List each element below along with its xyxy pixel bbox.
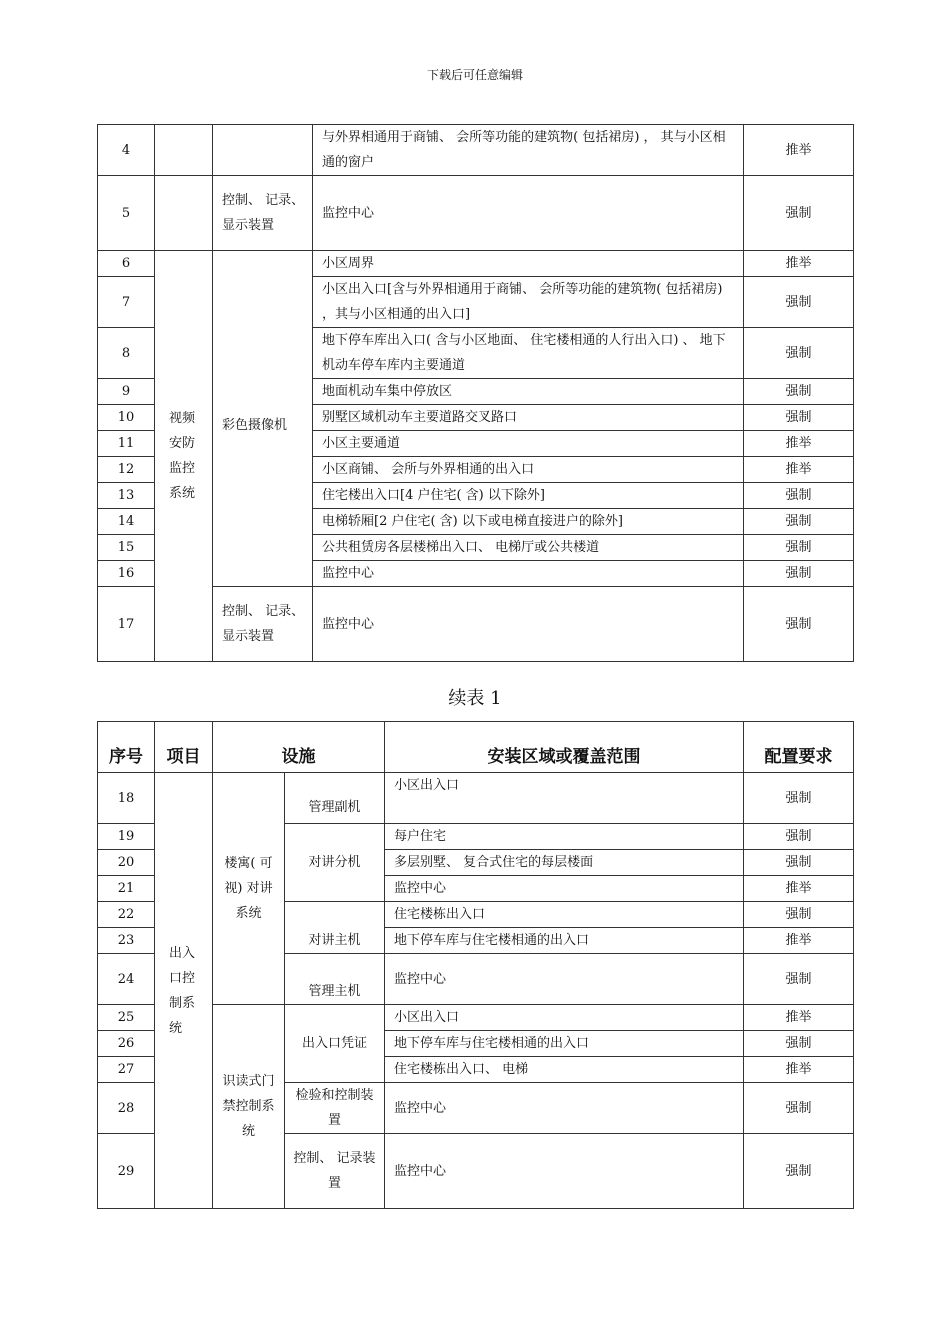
row-number: 10 xyxy=(98,405,155,431)
area-cell: 监控中心 xyxy=(313,587,744,662)
facility-cell: 检验和控制装置 xyxy=(285,1083,385,1134)
area-cell: 地面机动车集中停放区 xyxy=(313,379,744,405)
area-cell: 地下停车库出入口( 含与小区地面、 住宅楼相通的人行出入口) 、 地下机动车停车库内主要通道 xyxy=(313,328,744,379)
row-number: 6 xyxy=(98,251,155,277)
facility-cell: 控制、 记录、 显示装置 xyxy=(213,176,313,251)
area-cell: 与外界相通用于商铺、 会所等功能的建筑物( 包括裙房) ， 其与小区相通的窗户 xyxy=(313,125,744,176)
area-cell: 监控中心 xyxy=(385,876,744,902)
item-cell: 出入口控制系统 xyxy=(155,773,213,1209)
table-header-row xyxy=(98,722,854,773)
row-number: 26 xyxy=(98,1031,155,1057)
row-number: 12 xyxy=(98,457,155,483)
requirement-cell: 推举 xyxy=(744,1057,854,1083)
area-cell: 小区出入口 xyxy=(385,1005,744,1031)
requirement-cell: 强制 xyxy=(744,176,854,251)
page-header: 下载后可任意编辑 xyxy=(426,68,523,82)
row-number: 23 xyxy=(98,928,155,954)
camera-label: 彩色摄像机 xyxy=(222,418,288,433)
row-number: 21 xyxy=(98,876,155,902)
requirement-cell: 强制 xyxy=(744,1031,854,1057)
requirement-cell: 强制 xyxy=(744,1083,854,1134)
requirement-cell: 强制 xyxy=(744,277,854,328)
area-cell: 别墅区域机动车主要道路交叉路口 xyxy=(313,405,744,431)
requirement-cell: 强制 xyxy=(744,587,854,662)
area-cell: 住宅楼出入口[4 户住宅( 含) 以下除外] xyxy=(313,483,744,509)
requirement-cell: 强制 xyxy=(744,902,854,928)
requirement-cell: 强制 xyxy=(744,773,854,824)
project-cell xyxy=(155,176,213,251)
table-caption: 续表 1 xyxy=(448,688,502,709)
requirement-cell: 强制 xyxy=(744,379,854,405)
row-number: 5 xyxy=(98,176,155,251)
requirement-cell: 强制 xyxy=(744,1134,854,1209)
requirement-cell: 推举 xyxy=(744,457,854,483)
area-cell: 监控中心 xyxy=(385,1083,744,1134)
row-number: 29 xyxy=(98,1134,155,1209)
row-number: 18 xyxy=(98,773,155,824)
row-number: 20 xyxy=(98,850,155,876)
header-facility: 设施 xyxy=(213,722,385,773)
row-number: 19 xyxy=(98,824,155,850)
row-number: 28 xyxy=(98,1083,155,1134)
area-cell: 小区商铺、 会所与外界相通的出入口 xyxy=(313,457,744,483)
facility-cell: 控制、 记录、 显示装置 xyxy=(213,587,313,662)
row-number: 8 xyxy=(98,328,155,379)
area-cell: 电梯轿厢[2 户住宅( 含) 以下或电梯直接进户的除外] xyxy=(313,509,744,535)
header-area: 安装区域或覆盖范围 xyxy=(385,722,744,773)
row-number: 25 xyxy=(98,1005,155,1031)
area-cell: 小区出入口[含与外界相通用于商铺、 会所等功能的建筑物( 包括裙房) ，其与小区相通的出入口] xyxy=(313,277,744,328)
requirement-cell: 推举 xyxy=(744,876,854,902)
header-no: 序号 xyxy=(98,722,155,773)
row-number: 17 xyxy=(98,587,155,662)
table-row xyxy=(98,773,854,824)
facility-cell xyxy=(213,125,313,176)
access-system-cell: 识读式门禁控制系统 xyxy=(213,1005,285,1209)
row-number: 27 xyxy=(98,1057,155,1083)
facility-cell: 管理主机 xyxy=(285,954,385,1005)
area-cell: 地下停车库与住宅楼相通的出入口 xyxy=(385,928,744,954)
system-cell: 视频安防监控系统 xyxy=(155,251,213,662)
area-cell: 住宅楼栋出入口、 电梯 xyxy=(385,1057,744,1083)
requirement-cell: 强制 xyxy=(744,405,854,431)
row-number: 24 xyxy=(98,954,155,1005)
facility-cell: 管理副机 xyxy=(285,773,385,824)
area-cell: 小区出入口 xyxy=(385,773,744,824)
facility-cell: 对讲分机 xyxy=(285,824,385,902)
requirement-cell: 推举 xyxy=(744,125,854,176)
requirement-cell: 推举 xyxy=(744,251,854,277)
area-cell: 监控中心 xyxy=(385,954,744,1005)
row-number: 14 xyxy=(98,509,155,535)
row-number: 7 xyxy=(98,277,155,328)
area-cell: 公共租赁房各层楼梯出入口、 电梯厅或公共楼道 xyxy=(313,535,744,561)
table-continued-1 xyxy=(97,721,854,1209)
requirement-cell: 强制 xyxy=(744,535,854,561)
area-cell: 小区周界 xyxy=(313,251,744,277)
requirement-cell: 强制 xyxy=(744,954,854,1005)
area-cell: 多层别墅、 复合式住宅的每层楼面 xyxy=(385,850,744,876)
project-cell xyxy=(155,125,213,176)
row-number: 22 xyxy=(98,902,155,928)
intercom-system-cell: 楼寓( 可视) 对讲系统 xyxy=(213,773,285,1005)
requirement-cell: 强制 xyxy=(744,561,854,587)
area-cell: 监控中心 xyxy=(313,561,744,587)
requirement-cell: 推举 xyxy=(744,431,854,457)
requirement-cell: 推举 xyxy=(744,928,854,954)
facility-cell: 出入口凭证 xyxy=(285,1005,385,1083)
requirement-cell: 强制 xyxy=(744,509,854,535)
area-cell: 小区主要通道 xyxy=(313,431,744,457)
area-cell: 地下停车库与住宅楼相通的出入口 xyxy=(385,1031,744,1057)
facility-cell: 对讲主机 xyxy=(285,902,385,954)
facility-cell: 控制、 记录装置 xyxy=(285,1134,385,1209)
table-row xyxy=(98,251,854,277)
area-cell: 住宅楼栋出入口 xyxy=(385,902,744,928)
header-item: 项目 xyxy=(155,722,213,773)
row-number: 13 xyxy=(98,483,155,509)
row-number: 15 xyxy=(98,535,155,561)
requirement-cell: 强制 xyxy=(744,328,854,379)
camera-cell xyxy=(213,251,313,587)
area-cell: 每户住宅 xyxy=(385,824,744,850)
header-requirement: 配置要求 xyxy=(744,722,854,773)
row-number: 16 xyxy=(98,561,155,587)
row-number: 9 xyxy=(98,379,155,405)
area-cell: 监控中心 xyxy=(313,176,744,251)
area-cell: 监控中心 xyxy=(385,1134,744,1209)
table-row xyxy=(98,125,854,176)
requirement-cell: 强制 xyxy=(744,824,854,850)
row-number: 4 xyxy=(98,125,155,176)
table-continued xyxy=(97,124,854,662)
table-row xyxy=(98,176,854,251)
requirement-cell: 推举 xyxy=(744,1005,854,1031)
requirement-cell: 强制 xyxy=(744,850,854,876)
requirement-cell: 强制 xyxy=(744,483,854,509)
row-number: 11 xyxy=(98,431,155,457)
